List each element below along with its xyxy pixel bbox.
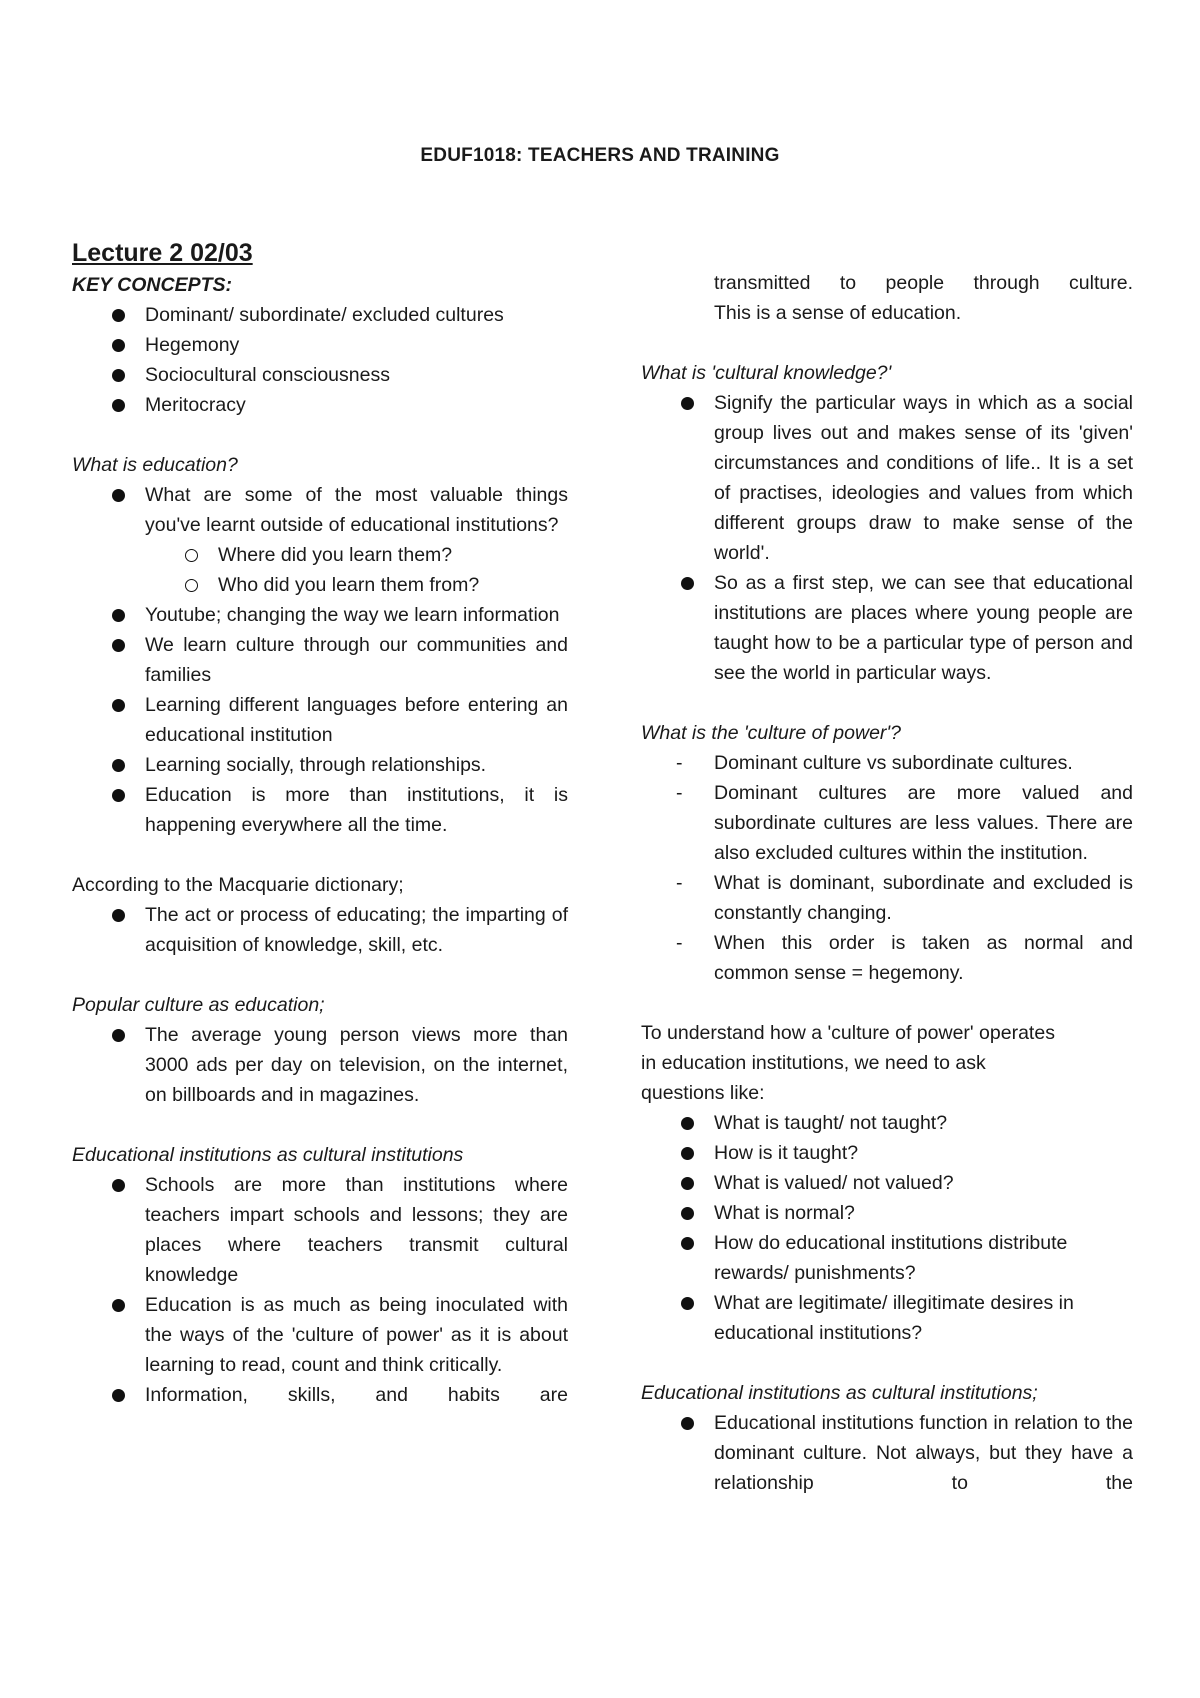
bullet-icon — [112, 789, 125, 802]
list-item: We learn culture through our communities and families — [72, 630, 568, 690]
continuation-line: transmitted to people through culture. — [714, 272, 1133, 294]
educational-institutions-list — [72, 1170, 568, 1410]
list-item: Learning socially, through relationships. — [72, 750, 568, 780]
bullet-icon — [112, 339, 125, 352]
educational-institutions-2-list — [641, 1408, 1133, 1498]
section-heading-educational-institutions-2: Educational institutions as cultural institutions; — [641, 1382, 1038, 1404]
list-item: How do educational institutions distribute rewards/ punishments? — [641, 1228, 1133, 1288]
list-item: Hegemony — [72, 330, 568, 360]
dash-bullet-icon: - — [676, 932, 683, 954]
list-item: - When this order is taken as normal and common sense = hegemony. — [641, 928, 1133, 988]
right-column — [641, 268, 1133, 1498]
list-item: Learning different languages before entering an educational institution — [72, 690, 568, 750]
list-item: Sociocultural consciousness — [72, 360, 568, 390]
bullet-icon — [112, 909, 125, 922]
list-item: Educational institutions function in relation to the dominant culture. Not always, but they have a relationship to the — [641, 1408, 1133, 1498]
list-item: Education is more than institutions, it is happening everywhere all the time. — [72, 780, 568, 840]
education-sub-list — [72, 540, 568, 600]
section-heading-educational-institutions: Educational institutions as cultural institutions — [72, 1144, 464, 1166]
sub-list-item: Where did you learn them? — [72, 540, 568, 570]
key-concepts-list — [72, 300, 568, 420]
dash-bullet-icon: - — [676, 872, 683, 894]
dash-bullet-icon: - — [676, 782, 683, 804]
list-item: Youtube; changing the way we learn information — [72, 600, 568, 630]
macquarie-list — [72, 900, 568, 960]
bullet-icon — [681, 1237, 694, 1250]
list-item: Meritocracy — [72, 390, 568, 420]
understand-intro-line: questions like: — [641, 1082, 765, 1104]
list-item: What is normal? — [641, 1198, 1133, 1228]
list-item: What is valued/ not valued? — [641, 1168, 1133, 1198]
sub-list-item: Who did you learn them from? — [72, 570, 568, 600]
list-item: Schools are more than institutions where teachers impart schools and lessons; they are places where teachers transmit cultural knowledge — [72, 1170, 568, 1290]
list-item: Dominant/ subordinate/ excluded cultures — [72, 300, 568, 330]
continuation-line: This is a sense of education. — [714, 302, 962, 324]
list-item: - Dominant culture vs subordinate cultures. — [641, 748, 1133, 778]
left-column — [72, 236, 568, 1410]
list-item: - Dominant cultures are more valued and subordinate cultures are less values. There are also excluded cultures within the institution. — [641, 778, 1133, 868]
section-heading-culture-of-power: What is the 'culture of power'? — [641, 722, 901, 744]
list-item: What are legitimate/ illegitimate desires in educational institutions? — [641, 1288, 1133, 1348]
hollow-bullet-icon — [185, 579, 198, 592]
key-concepts-heading: KEY CONCEPTS: — [72, 274, 232, 296]
bullet-icon — [681, 1177, 694, 1190]
list-item: - What is dominant, subordinate and excluded is constantly changing. — [641, 868, 1133, 928]
list-item: What is taught/ not taught? — [641, 1108, 1133, 1138]
bullet-icon — [681, 1297, 694, 1310]
dash-bullet-icon: - — [676, 752, 683, 774]
list-item: Signify the particular ways in which as a social group lives out and makes sense of its 'given' circumstances and conditions of life.. It is a set of practises, ideologies and values from which different groups draw to make sense of the world'. — [641, 388, 1133, 568]
document-title: EDUF1018: TEACHERS AND TRAINING — [420, 145, 780, 166]
bullet-icon — [112, 399, 125, 412]
bullet-icon — [112, 369, 125, 382]
bullet-icon — [112, 1299, 125, 1312]
list-item: The average young person views more than 3000 ads per day on television, on the internet, on billboards and in magazines. — [72, 1020, 568, 1110]
bullet-icon — [681, 1117, 694, 1130]
section-heading-cultural-knowledge: What is 'cultural knowledge?' — [641, 362, 892, 384]
popular-culture-list — [72, 1020, 568, 1110]
bullet-icon — [112, 639, 125, 652]
bullet-icon — [681, 1417, 694, 1430]
education-list — [72, 480, 568, 540]
bullet-icon — [681, 397, 694, 410]
cultural-knowledge-list — [641, 388, 1133, 688]
questions-list — [641, 1108, 1133, 1348]
bullet-icon — [112, 1389, 125, 1402]
understand-intro-line: in education institutions, we need to ask — [641, 1052, 986, 1074]
bullet-icon — [112, 759, 125, 772]
bullet-icon — [112, 699, 125, 712]
bullet-icon — [681, 577, 694, 590]
list-item: How is it taught? — [641, 1138, 1133, 1168]
list-item: The act or process of educating; the imparting of acquisition of knowledge, skill, etc. — [72, 900, 568, 960]
bullet-icon — [681, 1207, 694, 1220]
bullet-icon — [112, 609, 125, 622]
culture-of-power-list — [641, 748, 1133, 988]
list-item: So as a first step, we can see that educational institutions are places where young people are taught how to be a particular type of person and see the world in particular ways. — [641, 568, 1133, 688]
section-heading-what-is-education: What is education? — [72, 454, 238, 476]
bullet-icon — [112, 489, 125, 502]
understand-intro-line: To understand how a 'culture of power' operates — [641, 1022, 1055, 1044]
list-item: What are some of the most valuable things you've learnt outside of educational institutions? — [72, 480, 568, 540]
bullet-icon — [112, 1179, 125, 1192]
bullet-icon — [112, 309, 125, 322]
list-item: Education is as much as being inoculated with the ways of the 'culture of power' as it is about learning to read, count and think critically. — [72, 1290, 568, 1380]
lecture-title: Lecture 2 02/03 — [72, 239, 253, 267]
section-heading-popular-culture: Popular culture as education; — [72, 994, 325, 1016]
bullet-icon — [681, 1147, 694, 1160]
list-item: Information, skills, and habits are — [72, 1380, 568, 1410]
section-heading-macquarie: According to the Macquarie dictionary; — [72, 874, 404, 896]
hollow-bullet-icon — [185, 549, 198, 562]
bullet-icon — [112, 1029, 125, 1042]
education-list-continued — [72, 600, 568, 840]
